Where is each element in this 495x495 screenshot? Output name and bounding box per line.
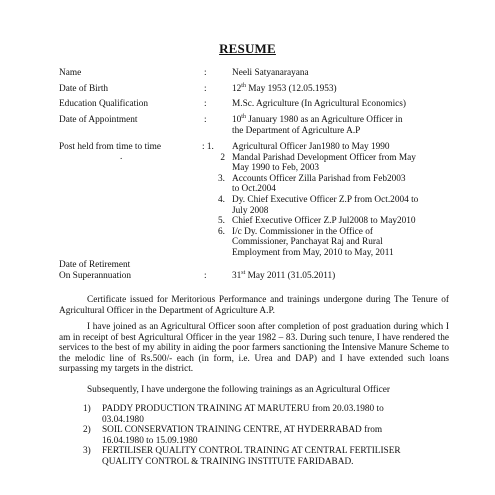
name-colon: : xyxy=(204,68,207,78)
appointment-label: Date of Appointment xyxy=(59,115,138,125)
superannuation-label: On Superannuation xyxy=(59,271,132,281)
paragraph-experience: I have joined as an Agricultural Officer soon after completion of post graduation during which I am in receipt of best Agricultural Officer in the year 1982 – 83. During such tenure, I have rendered the services to the best of my ability in aiding the poor farmers sanctioning the Intensive Manure Scheme to the melodic line of Rs.500/- each (in form, i.e. Urea and DAP) and I have extended such loans surpassing my targets in the district. xyxy=(59,322,449,375)
training-3-num: 3) xyxy=(83,446,91,457)
training-3: FERTILISER QUALITY CONTROL TRAINING AT CENTRAL FERTILISER xyxy=(102,446,401,457)
post-4: Dy. Chief Executive Officer Z.P from Oct.2004 to xyxy=(232,195,419,205)
education-value: M.Sc. Agriculture (In Agricultural Economics) xyxy=(232,99,407,109)
stray-dot: . xyxy=(120,152,123,162)
training-2-num: 2) xyxy=(83,425,91,436)
posts-label: Post held from time to time xyxy=(59,142,161,152)
paragraph-trainings-intro: Subsequently, I have undergone the following trainings as an Agricultural Officer xyxy=(87,385,390,395)
appointment-value: 10th January 1980 as an Agriculture Officer in xyxy=(232,113,403,125)
dob-value: 12th May 1953 (12.05.1953) xyxy=(232,82,337,94)
training-2-line2: 16.04.1980 to 15.09.1980 xyxy=(102,435,198,446)
post-4-line2: July 2008 xyxy=(232,205,269,216)
post-6-line2: Commissioner, Panchayat Raj and Rural xyxy=(232,237,383,248)
post-2-num: 2 xyxy=(220,152,225,163)
post-3: Accounts Officer Zilla Parishad from Feb2003 xyxy=(232,173,406,184)
training-1: PADDY PRODUCTION TRAINING AT MARUTERU from 20.03.1980 to xyxy=(102,404,384,414)
post-6-line3: Employment from May, 2010 to May, 2011 xyxy=(232,248,394,258)
retirement-value: 31st May 2011 (31.05.2011) xyxy=(232,269,336,281)
education-label: Education Qualification xyxy=(59,99,149,109)
dob-label: Date of Birth xyxy=(59,84,109,94)
appointment-value-line2: the Department of Agriculture A.P xyxy=(232,125,361,136)
paragraph-certificate: Certificate issued for Meritorious Performance and trainings undergone during The Tenure of Agricultural Officer in the Department of Agriculture A.P. xyxy=(59,295,449,316)
post-2: Mandal Parishad Development Officer from May xyxy=(232,152,416,163)
post-5-num: 5. xyxy=(218,216,225,227)
post-3-num: 3. xyxy=(218,173,225,184)
training-1-num: 1) xyxy=(83,404,91,414)
training-1-line2: 03.04.1980 xyxy=(102,414,144,425)
training-3-line2: QUALITY CONTROL & TRAINING INSTITUTE FARIDABAD. xyxy=(102,457,354,467)
name-value: Neeli Satyanarayana xyxy=(232,68,309,78)
retirement-colon: : xyxy=(204,271,207,281)
post-5: Chief Executive Officer Z.P Jul2008 to May2010 xyxy=(232,216,416,227)
retirement-label: Date of Retirement xyxy=(59,260,131,270)
dob-colon: : xyxy=(204,84,207,94)
training-2: SOIL CONSERVATION TRAINING CENTRE, AT HYDERRABAD from xyxy=(102,425,383,436)
appointment-colon: : xyxy=(204,115,207,125)
post-2-line2: May 1990 to Feb, 2003 xyxy=(232,163,320,174)
name-label: Name xyxy=(59,68,82,78)
post-4-num: 4. xyxy=(218,195,225,205)
document-title: RESUME xyxy=(219,41,276,56)
post-6: I/c Dy. Commissioner in the Office of xyxy=(232,226,373,237)
post-6-num: 6. xyxy=(218,226,225,237)
education-colon: : xyxy=(204,99,207,109)
posts-colon-num: : 1. xyxy=(202,142,214,152)
post-1: Agricultural Officer Jan1980 to May 1990 xyxy=(232,142,390,152)
post-3-line2: to Oct.2004 xyxy=(232,184,276,195)
